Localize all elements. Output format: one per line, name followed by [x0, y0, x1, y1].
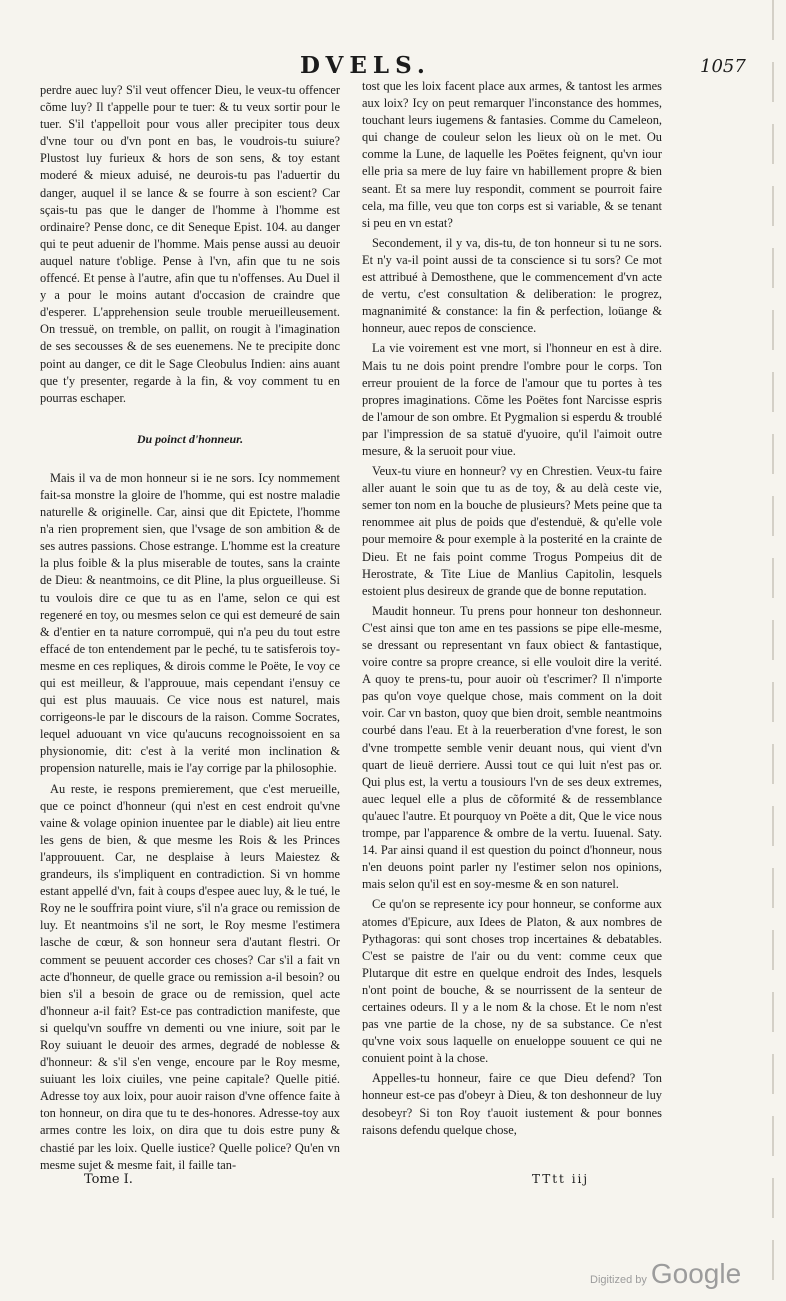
page-edge-shadow	[766, 0, 780, 1301]
paragraph: Au reste, ie respons premierement, que c'est merueille, que ce poinct d'honneur (qui n'est en cest endroit qu'vne vaine & volage opinion inuentee par le diable) ait lieu entre les gens de bien, & que mesme les Rois & les Princes l'approuuent. Car, ne desplaise à leurs Maiestez & grandeurs, ils s'impliquent en contradiction. Si vn homme estant appellé d'vn, fait à coups d'espee auec luy, & le tué, le Roy ne le souffrira point viure, s'il n'a grace ou remission de luy. Et neantmoins s'il ne sort, le Roy mesme l'estimera lasche de cœur, & son honneur sera d'autant flestri. Or comment se peuuent accorder ces choses? Car s'il a fait vn acte d'honneur, de quelle grace ou remission a-il besoin? ou bien s'il a besoin de grace ou de remission, quel acte d'honneur a-il fait? Est-ce pas contradiction manifeste, que si quelqu'vn souffre vn dementi ou vne iniure, soit par le Roy suiuant le deuoir des armes, degradé de noblesse & d'honneur: & s'il s'en venge, encoure par le Roy mesme, suiuant les loix ciuiles, vne peine capitale? Quelle pitié. Adresse toy aux loix, pour auoir raison d'vne offence faite à ton honneur, on dira que tu te des-honores. Adresse-toy aux armes contre les loix, on dira que tu dois estre puny & chastié par les loix. Quelle iustice? Quelle police? Qu'en vn mesme sujet & mesme fait, il faille tan-	[40, 781, 340, 1172]
right-column	[362, 78, 662, 1142]
paragraph: Appelles-tu honneur, faire ce que Dieu defend? Ton honneur est-ce pas d'obeyr à Dieu, & ton deshonneur de luy desobeyr? Si ton Roy t'auoit iustement & pour bonnes raisons defendu quelque chose,	[362, 1071, 662, 1137]
paragraph: perdre auec luy? S'il veut offencer Dieu, le veux-tu offencer cõme luy? Il t'appelle pour te tuer: & tu veux sortir pour le tuer. S'il t'appelloit pour vous aller precipiter tous deux d'vne tour ou d'vn pont en bas, le voudrois-tu suiure? Plustost luy furieux & hors de son sens, & toy estant moderé & mieux aduisé, ne deurois-tu pas l'aduertir du danger, auquel il se lance & se fourre à son escient? Car sçais-tu pas que le danger de l'homme à l'homme est ordinaire? Pense donc, ce dit Seneque Epist. 104. au danger qui te peut aduenir de l'homme. Mais pense aussi au deuoir auquel nature t'oblige. Pense à l'vn, afin que tu ne sois offencé. Et pense à l'autre, afin que tu n'offenses. Au Duel il y a pour le moins autant d'occasion de craindre que d'esperer. L'apprehension seule trouble merueilleusement. On tressuë, on tremble, on pallit, on rougit à l'imagination de ses secousses & de ses euenemens. Ne te precipite donc point au danger, ce dit le Sage Cleobulus Indien: ains auant que t'y presenter, regarde à la fin, & voy comment tu en pourras eschaper.	[40, 83, 340, 405]
section-heading: Du poinct d'honneur.	[136, 431, 244, 446]
left-column	[40, 82, 340, 1177]
paragraph: Ce qu'on se represente icy pour honneur, se conforme aux atomes d'Epicure, aux Idees de Platon, & aux nombres de Pythagoras: qui sont choses trop incertaines & debatables. C'est se paistre de l'air ou du vent: comme ceux que Plutarque dit estre en quelque endroit des Indes, lesquels n'ont point de bouche, & se nourrissent de la senteur de certaines odeurs. Il y a le nom & la chose. Et le nom n'est pas vne partie de la chose, ny de sa substance. Ce n'est qu'vne voix sous laquelle on enueloppe souuent ce qui ne conuient point à la chose.	[362, 897, 662, 1066]
paragraph: Mais il va de mon honneur si ie ne sors. Icy nommement fait-sa monstre la gloire de l'homme, qui est nostre maladie naturelle & originelle. Car, ainsi que dit Epictete, l'homme n'a rien proprement sien, que l'vsage de son ambition & de ses autres passions. Chose estrange. L'homme est la creature la plus foible & la plus miserable de toutes, sans la crainte de Dieu: & neantmoins, ce dit Pline, la plus orgueilleuse. Si tu voulois dire ce que tu as en l'ame, selon ce qui est regeneré en toy, ou mesmes selon ce qui est demeuré de sain & d'entier en ta nature corrompuë, qui n'a peu du tout estre effacé de ton entendement par le peché, tu te satisferois toy-mesme en ces repliques, & dirois comme le Poëte, Ie voy ce qui est meilleur, & l'approuue, mais cependant i'ensuy ce qui est plus mauuais. Ce vice nous est naturel, mais corrigeons-le par le discours de la raison. Comme Socrates, lequel aduouant vn vice qu'aucuns recognoissoient en sa physionomie, dit: c'est à la verité mon inclination & propension naturelle, mais ie l'ay corrige par la philosophie.	[40, 470, 340, 776]
paragraph: Veux-tu viure en honneur? vy en Chrestien. Veux-tu faire aller auant le soin que tu as de toy, & au delà ceste vie, semer ton nom en la bouche de plusieurs? Mets peine que ta renommee ait plus de poids que d'estenduë, & qu'elle vole pour memoire & pour exemple à la posterité en la crainte de Dieu. Et ne fais point comme Trogus Pompeius dit de Herostrate, & Tite Liue de Manlius Capitolin, lesquels estoient plus desireux de grande que de bonne reputation.	[362, 464, 662, 598]
paragraph: Maudit honneur. Tu prens pour honneur ton deshonneur. C'est ainsi que ton ame en tes passions se pipe elle-mesme, se dressant ou representant vn faux obiect & fantastique, voire contre sa propre creance, si elle vouloit dire la verité. A quoy te prens-tu, pour auoir où t'escrimer? Il n'importe pas qu'on voye quelque chose, mais comment on la doit voir. Car vn baston, quoy que bien droit, semble neantmoins courbé dans l'eau. Et à la reuerberation d'vne forest, le son d'vne trompette semble venir deuant nous, qui vient d'vn quart de lieuë derriere. Aussi tout ce qui luit n'est pas or. Qui plus est, la vertu a tousiours l'vn de ses deux extremes, auec lequel elle a plus de cõformité & de ressemblance qu'auec l'autre. Et pourquoy vn Poëte a dit, Que le vice nous trompe, par l'apparence & ombre de la vertu. Iuuenal. Saty. 14. Par ainsi quand il est question du poinct d'honneur, nous n'en deuons point parler ny l'estimer selon nos opinions, mais selon qu'il est en soy-mesme & en son naturel.	[362, 603, 662, 892]
paragraph: Secondement, il y va, dis-tu, de ton honneur si tu ne sors. Et n'y va-il point aussi de ta conscience si tu sors? Ce mot est attribué à Demosthene, que le commencement d'vn acte de vertu, c'est consultation & deliberation: le progrez, magnanimité & constance: la fin & perfection, loüange & honneur, auec repos de conscience.	[362, 235, 662, 336]
google-logo: Google	[650, 1258, 742, 1289]
page-number: 1057	[700, 56, 746, 77]
tome-label: Tome I.	[84, 1172, 133, 1187]
google-watermark	[590, 1258, 741, 1290]
digitized-by-text: Digitized by	[590, 1274, 647, 1286]
running-head: DVELS.	[300, 52, 431, 79]
paragraph: La vie voirement est vne mort, si l'honneur en est à dire. Mais tu ne dois point prendre l'ombre pour le corps. Ton erreur prouient de la force de l'amour que tu portes à tes propres imaginations. Cõme les Poëtes font Narcisse espris de l'amour de son ombre. Et Pygmalion si esperdu & troublé par l'impression de sa statuë d'yuoire, qu'il l'aimoit outre mesure, & la seruoit pour viue.	[362, 341, 662, 458]
paragraph: tost que les loix facent place aux armes, & tantost les armes aux loix? Icy on peut remarquer l'inconstance des hommes, touchant leurs iugemens & fantasies. Comme du Cameleon, qui change de couleur selon les lieux où on le met. Ou comme la Lune, de laquelle les Poëtes feignent, qu'vn iour elle pria sa mere de luy faire vn habillement propre & bien seant. Et sa mere luy respondit, comment se pourroit faire cela, ma fille, veu que ton corps est si variable, & se tenant si peu en vn estat?	[362, 79, 662, 230]
signature-mark: TTtt iij	[532, 1172, 590, 1186]
